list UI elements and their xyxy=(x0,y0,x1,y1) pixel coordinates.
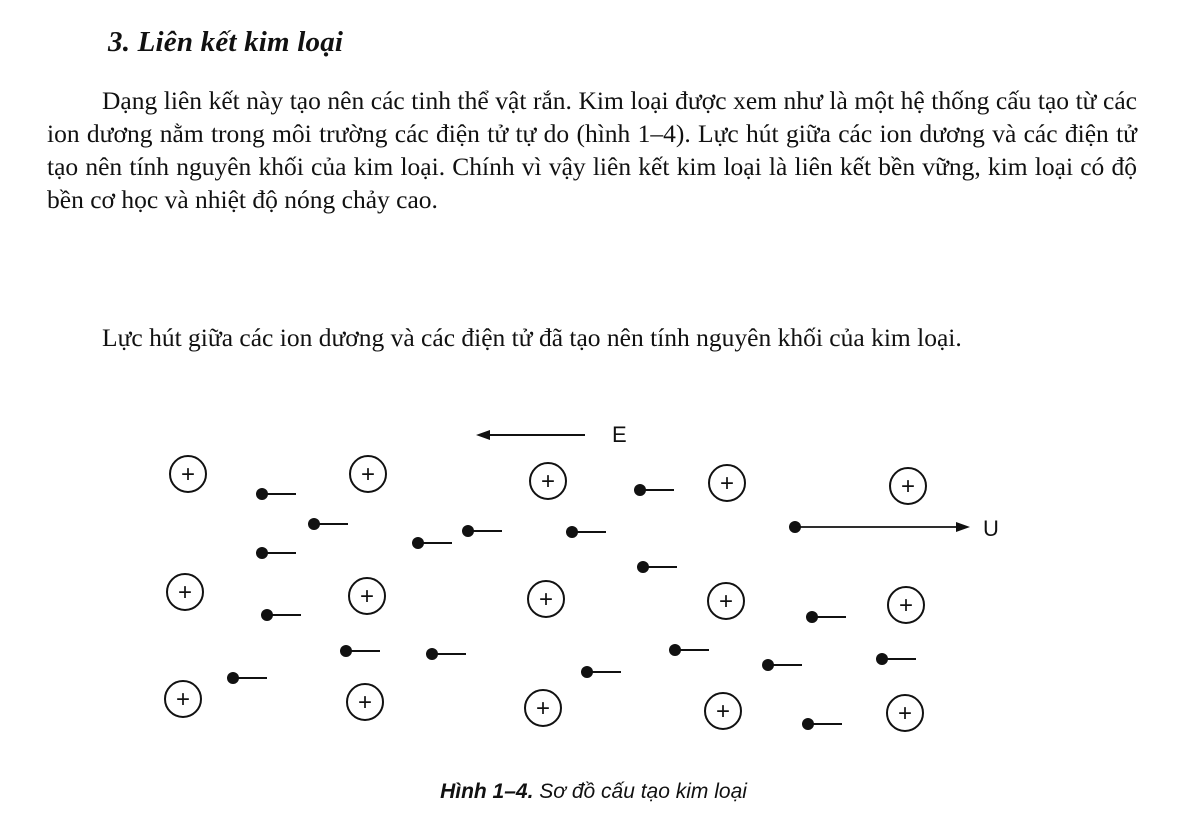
velocity-label: U xyxy=(983,516,999,541)
positive-ion xyxy=(528,581,564,617)
positive-ion xyxy=(170,456,206,492)
ion-symbol: + xyxy=(719,470,735,497)
positive-ion xyxy=(165,681,201,717)
positive-ion xyxy=(709,465,745,501)
free-electron xyxy=(340,645,380,657)
field-arrow-e xyxy=(476,430,585,440)
free-electron xyxy=(412,537,452,549)
ion-symbol: + xyxy=(897,700,913,727)
positive-ion xyxy=(530,463,566,499)
metal-structure-diagram xyxy=(0,400,1187,780)
caption-text: Sơ đồ cấu tạo kim loại xyxy=(539,780,747,803)
positive-ion xyxy=(349,578,385,614)
free-electron xyxy=(566,526,606,538)
positive-ion xyxy=(890,468,926,504)
ion-symbol: + xyxy=(359,583,375,610)
paragraph-1: Dạng liên kết này tạo nên các tinh thể vật rắn. Kim loại được xem như là một hệ thống cấu tạo từ các ion dương nằm trong môi trường các điện tử tự do (hình 1–4). Lực hút giữa các ion dương và các điện tử tạo nên tính nguyên khối của kim loại. Chính vì vậy liên kết kim loại là liên kết bền vững, kim loại có độ bền cơ học và nhiệt độ nóng chảy cao. xyxy=(47,86,1137,214)
positive-ion xyxy=(708,583,744,619)
free-electron xyxy=(261,609,301,621)
ion-symbol: + xyxy=(900,473,916,500)
free-electron xyxy=(634,484,674,496)
free-electron xyxy=(227,672,267,684)
field-label: E xyxy=(612,422,627,447)
positive-ion xyxy=(525,690,561,726)
positive-ion xyxy=(347,684,383,720)
free-electron xyxy=(462,525,502,537)
velocity-arrow-u xyxy=(795,522,970,532)
free-electron xyxy=(876,653,916,665)
ion-symbol: + xyxy=(535,695,551,722)
free-electron xyxy=(762,659,802,671)
ion-symbol: + xyxy=(898,592,914,619)
free-electron xyxy=(581,666,621,678)
ion-symbol: + xyxy=(177,579,193,606)
free-electrons xyxy=(227,484,916,730)
ion-symbol: + xyxy=(360,461,376,488)
free-electron xyxy=(637,561,677,573)
free-electron xyxy=(256,547,296,559)
free-electron xyxy=(256,488,296,500)
free-electron xyxy=(308,518,348,530)
ion-symbol: + xyxy=(715,698,731,725)
positive-ion xyxy=(888,587,924,623)
positive-ions xyxy=(165,456,926,731)
free-electron xyxy=(426,648,466,660)
positive-ion xyxy=(167,574,203,610)
free-electron xyxy=(669,644,709,656)
section-heading: 3. Liên kết kim loại xyxy=(108,26,344,58)
ion-symbol: + xyxy=(538,586,554,613)
ion-symbol: + xyxy=(540,468,556,495)
positive-ion xyxy=(887,695,923,731)
ion-symbol: + xyxy=(175,686,191,713)
positive-ion xyxy=(350,456,386,492)
free-electron xyxy=(802,718,842,730)
caption-label: Hình 1–4. xyxy=(440,780,534,803)
free-electron xyxy=(806,611,846,623)
paragraph-2: Lực hút giữa các ion dương và các điện tử đã tạo nên tính nguyên khối của kim loại. xyxy=(102,323,962,352)
ion-symbol: + xyxy=(357,689,373,716)
positive-ion xyxy=(705,693,741,729)
ion-symbol: + xyxy=(718,588,734,615)
ion-symbol: + xyxy=(180,461,196,488)
figure-caption xyxy=(0,780,1187,804)
